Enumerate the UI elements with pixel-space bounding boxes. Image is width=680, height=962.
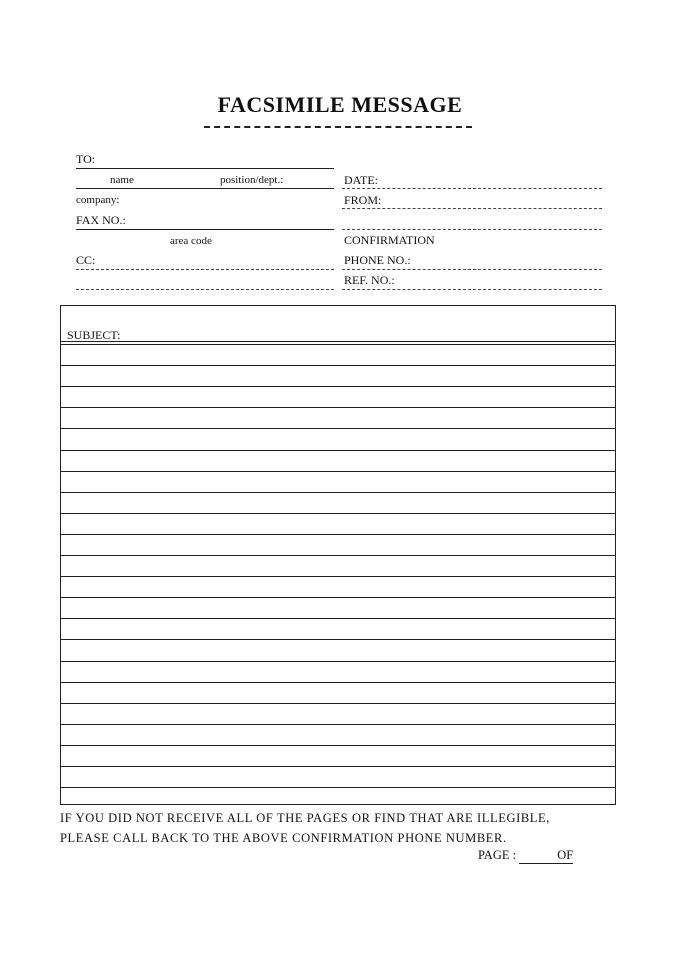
phone-label: PHONE NO.: <box>344 253 411 267</box>
message-line[interactable] <box>61 386 615 387</box>
position-label: position/dept.: <box>220 174 284 186</box>
message-line[interactable] <box>61 639 615 640</box>
message-line[interactable] <box>61 428 615 429</box>
message-line[interactable] <box>61 682 615 683</box>
message-line[interactable] <box>61 365 615 366</box>
to-label: TO: <box>76 152 96 166</box>
form-title: FACSIMILE MESSAGE <box>217 92 463 117</box>
notice-line-1: IF YOU DID NOT RECEIVE ALL OF THE PAGES OR FIND THAT ARE ILLEGIBLE, <box>60 811 550 825</box>
date-label: DATE: <box>344 173 378 187</box>
notice-line-2: PLEASE CALL BACK TO THE ABOVE CONFIRMATION PHONE NUMBER. <box>60 831 507 845</box>
message-line[interactable] <box>61 576 615 577</box>
date-line[interactable] <box>342 188 602 189</box>
phone-line[interactable] <box>342 269 602 270</box>
page-count <box>478 848 573 864</box>
to-line[interactable] <box>76 168 334 169</box>
message-line[interactable] <box>61 745 615 746</box>
message-line[interactable] <box>61 534 615 535</box>
message-line[interactable] <box>61 703 615 704</box>
ref-label: REF. NO.: <box>344 273 395 287</box>
message-line[interactable] <box>61 597 615 598</box>
message-box[interactable] <box>60 305 616 805</box>
name-label: name <box>110 174 134 186</box>
from-label: FROM: <box>344 193 382 207</box>
cc-line-2[interactable] <box>76 289 334 290</box>
message-line[interactable] <box>61 618 615 619</box>
from-line-2[interactable] <box>342 229 602 230</box>
of-label: OF <box>557 848 574 862</box>
message-line[interactable] <box>61 555 615 556</box>
fax-label: FAX NO.: <box>76 213 126 227</box>
cc-line[interactable] <box>76 269 334 270</box>
message-line[interactable] <box>61 407 615 408</box>
company-label: company: <box>76 194 120 206</box>
message-line[interactable] <box>61 766 615 767</box>
name-line[interactable] <box>76 188 334 189</box>
message-line[interactable] <box>61 513 615 514</box>
subject-label: SUBJECT: <box>67 328 121 342</box>
message-line[interactable] <box>61 787 615 788</box>
message-line[interactable] <box>61 344 615 345</box>
page-blank[interactable] <box>519 848 573 864</box>
cc-label: CC: <box>76 253 96 267</box>
message-line[interactable] <box>61 450 615 451</box>
title-underline <box>204 126 472 128</box>
ref-line[interactable] <box>342 289 602 290</box>
confirmation-label: CONFIRMATION <box>344 233 435 247</box>
message-line[interactable] <box>61 661 615 662</box>
page-label: PAGE : <box>478 848 517 862</box>
area-code-label: area code <box>170 235 212 247</box>
message-line[interactable] <box>61 492 615 493</box>
message-line[interactable] <box>61 724 615 725</box>
from-line[interactable] <box>342 208 602 209</box>
message-line[interactable] <box>61 471 615 472</box>
subject-line <box>61 341 615 342</box>
fax-line[interactable] <box>76 229 334 230</box>
